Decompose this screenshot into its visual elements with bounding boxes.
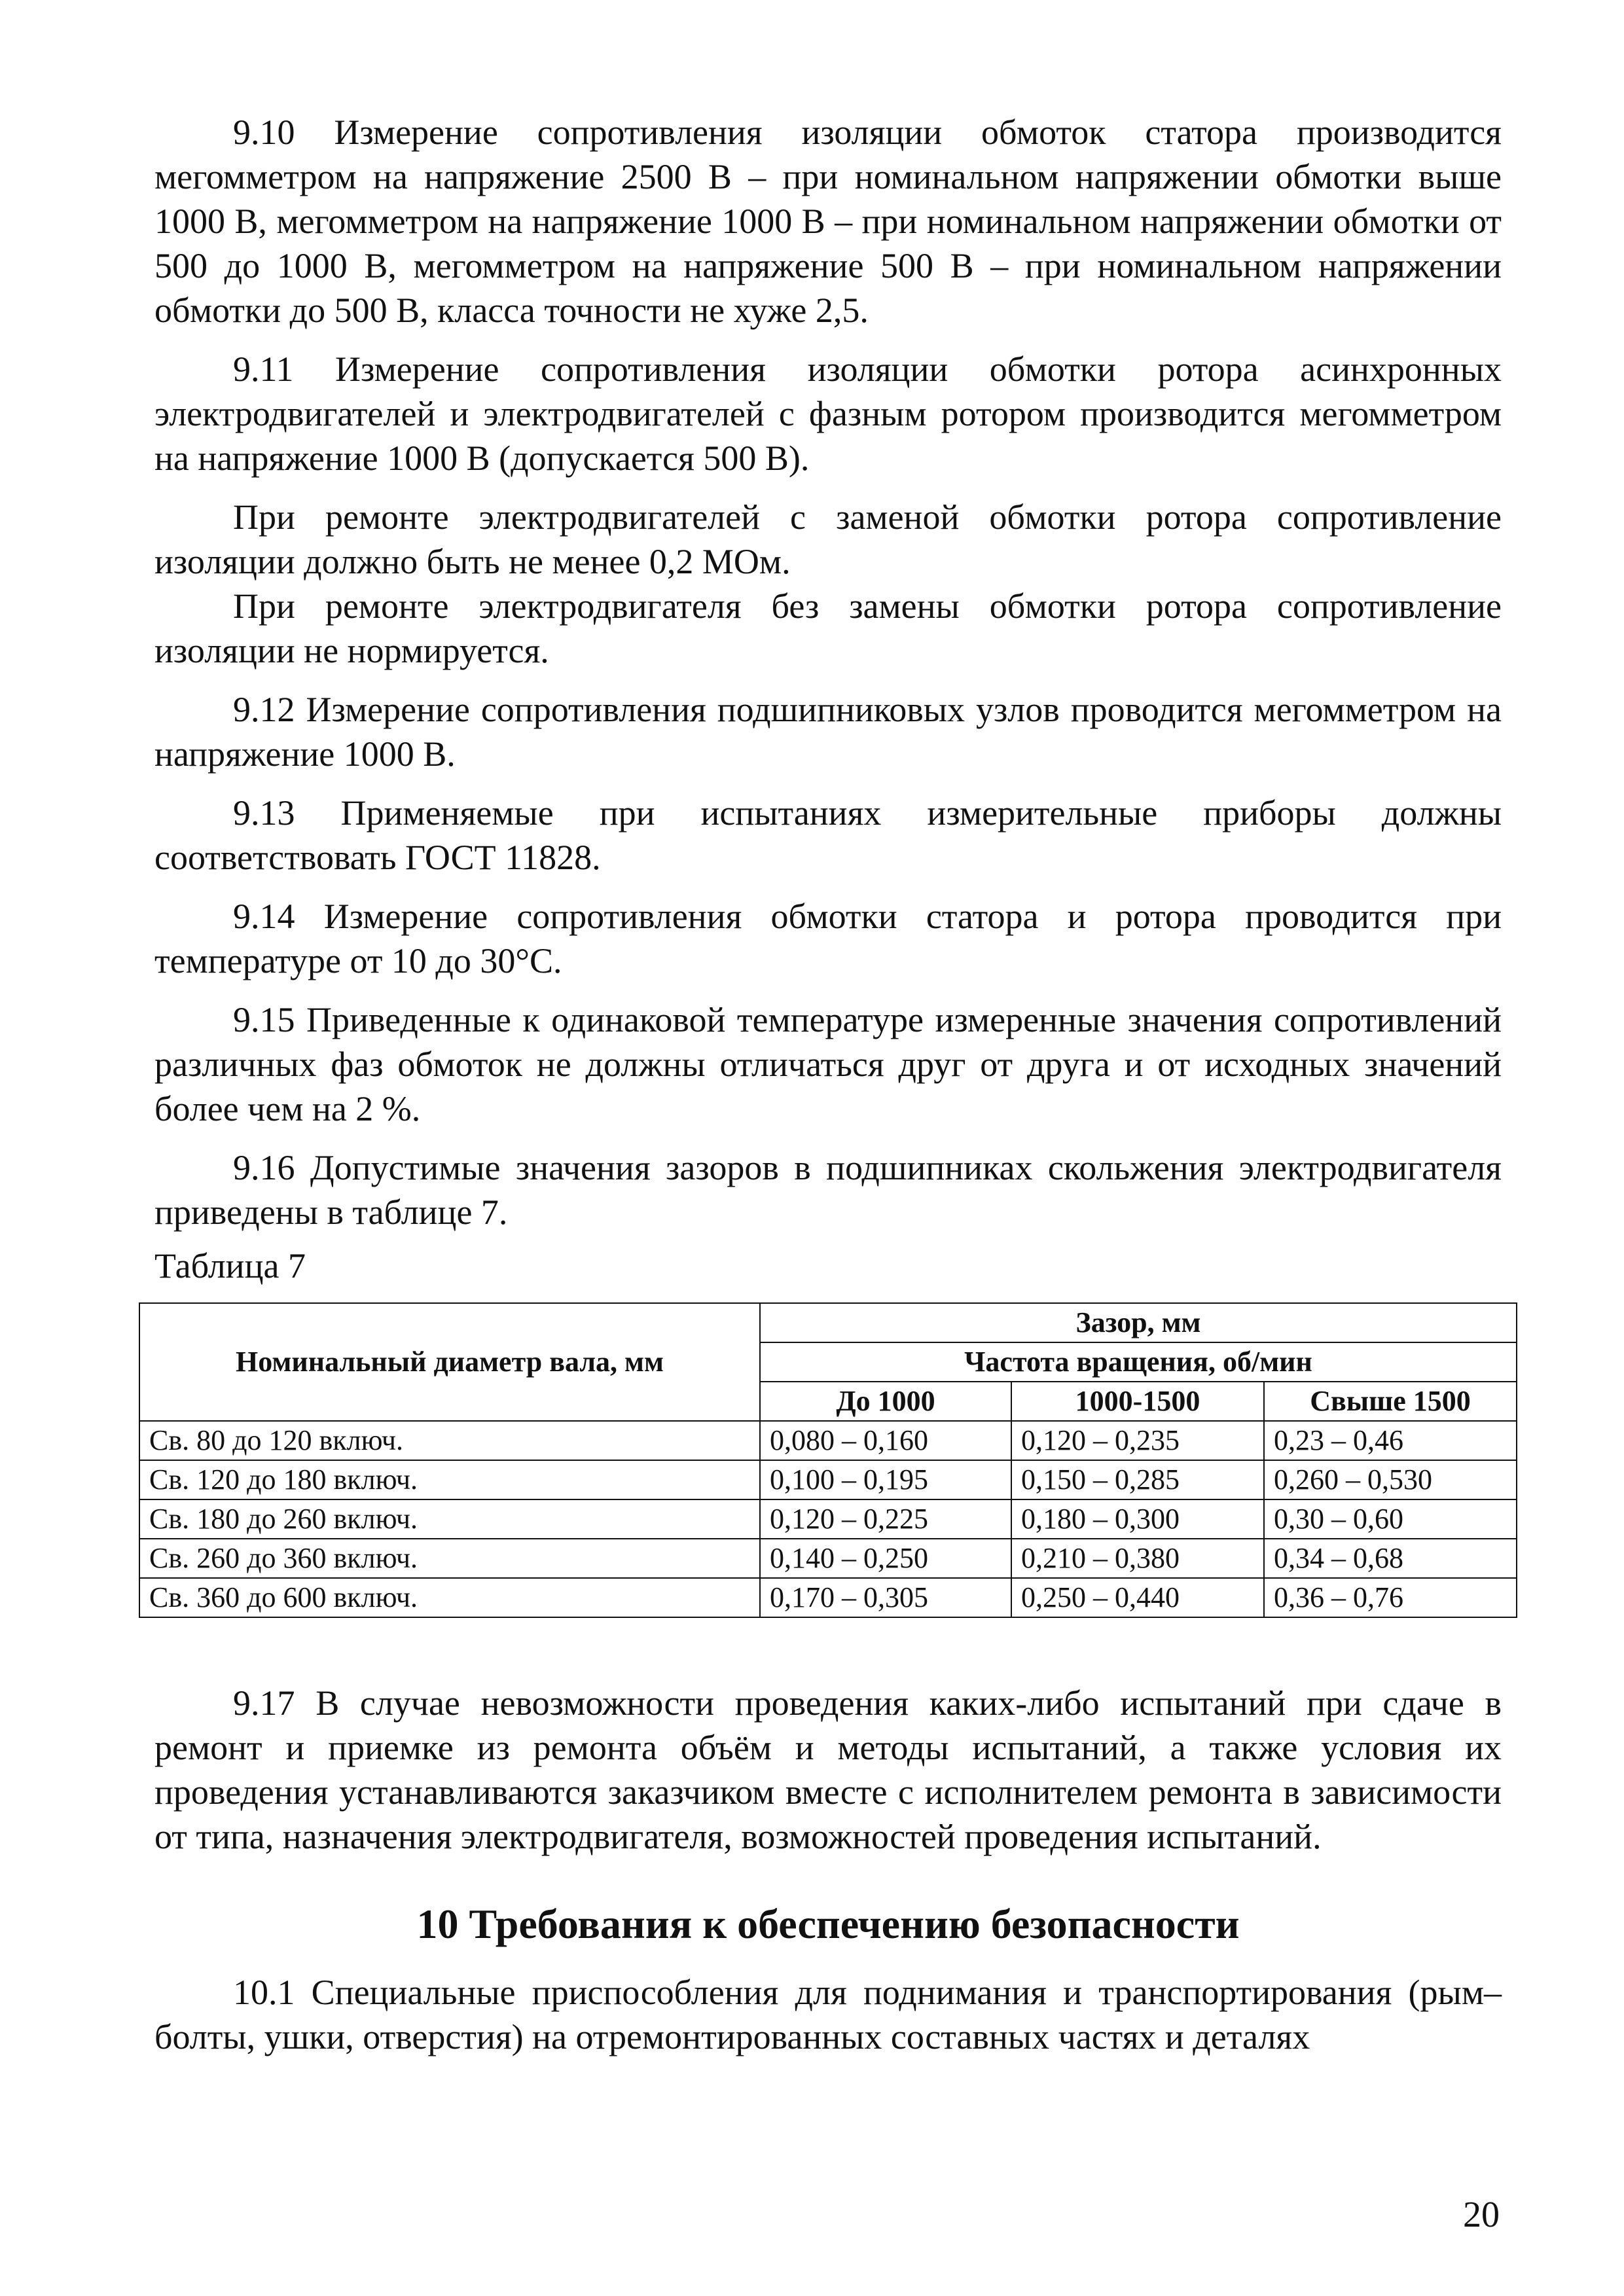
paragraph-9-12: 9.12 Измерение сопротивления подшипниковых узлов проводится мегомметром на напряжение 1000 В. [154,690,1502,774]
section-heading: 10 Требования к обеспечению безопасности [416,1901,1240,1947]
table-cell: 0,260 – 0,530 [1264,1460,1517,1499]
paragraph-9-16: 9.16 Допустимые значения зазоров в подшипниках скольжения электродвигателя приведены в таблице 7. [154,1148,1502,1232]
table-cell: 0,250 – 0,440 [1011,1578,1264,1617]
table-cell: 0,100 – 0,195 [760,1460,1011,1499]
page-number: 20 [1463,2195,1500,2235]
table-row [139,1578,1517,1617]
paragraph-rotor-repair-with-replacement: При ремонте электродвигателей с заменой обмотки ротора сопротивление изоляции должно быть не менее 0,2 МОм. [154,497,1502,581]
paragraph-rotor-repair-without-replacement: При ремонте электродвигателя без замены обмотки ротора сопротивление изоляции не нормируется. [154,586,1502,670]
table-cell: 0,120 – 0,225 [760,1499,1011,1539]
table-cell: 0,23 – 0,46 [1264,1421,1517,1460]
table-cell: 0,080 – 0,160 [760,1421,1011,1460]
table-row [139,1421,1517,1460]
header-shaft-diameter: Номинальный диаметр вала, мм [139,1303,760,1421]
paragraph-9-15: 9.15 Приведенные к одинаковой температуре измеренные значения сопротивлений различных фаз обмоток не должны отличаться друг от друга и от исходных значений более чем на 2 %. [154,1000,1502,1128]
header-speed-col-3: Свыше 1500 [1264,1382,1517,1421]
table-cell: 0,120 – 0,235 [1011,1421,1264,1460]
table-row [139,1539,1517,1578]
table-cell: 0,36 – 0,76 [1264,1578,1517,1617]
paragraph-9-13: 9.13 Применяемые при испытаниях измерительные приборы должны соответствовать ГОСТ 11828. [154,793,1502,877]
paragraph-9-17: 9.17 В случае невозможности проведения каких-либо испытаний при сдаче в ремонт и приемке из ремонта объём и методы испытаний, а также условия их проведения устанавливаются заказчиком вместе с исполнителем ремонта в зависимости от типа, назначения электродвигателя, возможностей проведения испытаний. [154,1683,1502,1856]
table-cell: Св. 80 до 120 включ. [139,1421,760,1460]
header-speed-col-1: До 1000 [760,1382,1011,1421]
paragraph-9-11: 9.11 Измерение сопротивления изоляции обмотки ротора асинхронных электродвигателей и электродвигателей с фазным ротором производится мегомметром на напряжение 1000 В (допускается 500 В). [154,350,1502,478]
header-gap: Зазор, мм [760,1303,1517,1342]
table-cell: Св. 120 до 180 включ. [139,1460,760,1499]
paragraph-9-14: 9.14 Измерение сопротивления обмотки статора и ротора проводится при температуре от 10 до 30°С. [154,897,1502,980]
table-cell: 0,30 – 0,60 [1264,1499,1517,1539]
bearing-clearance-table [139,1302,1517,1618]
table-cell: 0,210 – 0,380 [1011,1539,1264,1578]
table-cell: Св. 260 до 360 включ. [139,1539,760,1578]
header-rotation-speed: Частота вращения, об/мин [760,1342,1517,1382]
paragraph-9-10: 9.10 Измерение сопротивления изоляции обмоток статора производится мегомметром на напряжение 2500 В – при номинальном напряжении обмотки выше 1000 В, мегомметром на напряжение 1000 В – при номинальном напряжении обмотки от 500 до 1000 В, мегомметром на напряжение 500 В – при номинальном напряжении обмотки до 500 В, класса точности не хуже 2,5. [154,113,1502,330]
page-content [149,110,1502,2059]
table-cell: 0,140 – 0,250 [760,1539,1011,1578]
table-caption: Таблица 7 [154,1246,306,1285]
table-cell: Св. 360 до 600 включ. [139,1578,760,1617]
paragraph-10-1: 10.1 Специальные приспособления для поднимания и транспортирования (рым–болты, ушки, отверстия) на отремонтированных составных частях и деталях [154,1973,1502,2056]
table-row [139,1460,1517,1499]
table-cell: 0,150 – 0,285 [1011,1460,1264,1499]
table-cell: 0,34 – 0,68 [1264,1539,1517,1578]
table-cell: 0,180 – 0,300 [1011,1499,1264,1539]
table-cell: Св. 180 до 260 включ. [139,1499,760,1539]
table-cell: 0,170 – 0,305 [760,1578,1011,1617]
table-row [139,1499,1517,1539]
header-speed-col-2: 1000-1500 [1011,1382,1264,1421]
